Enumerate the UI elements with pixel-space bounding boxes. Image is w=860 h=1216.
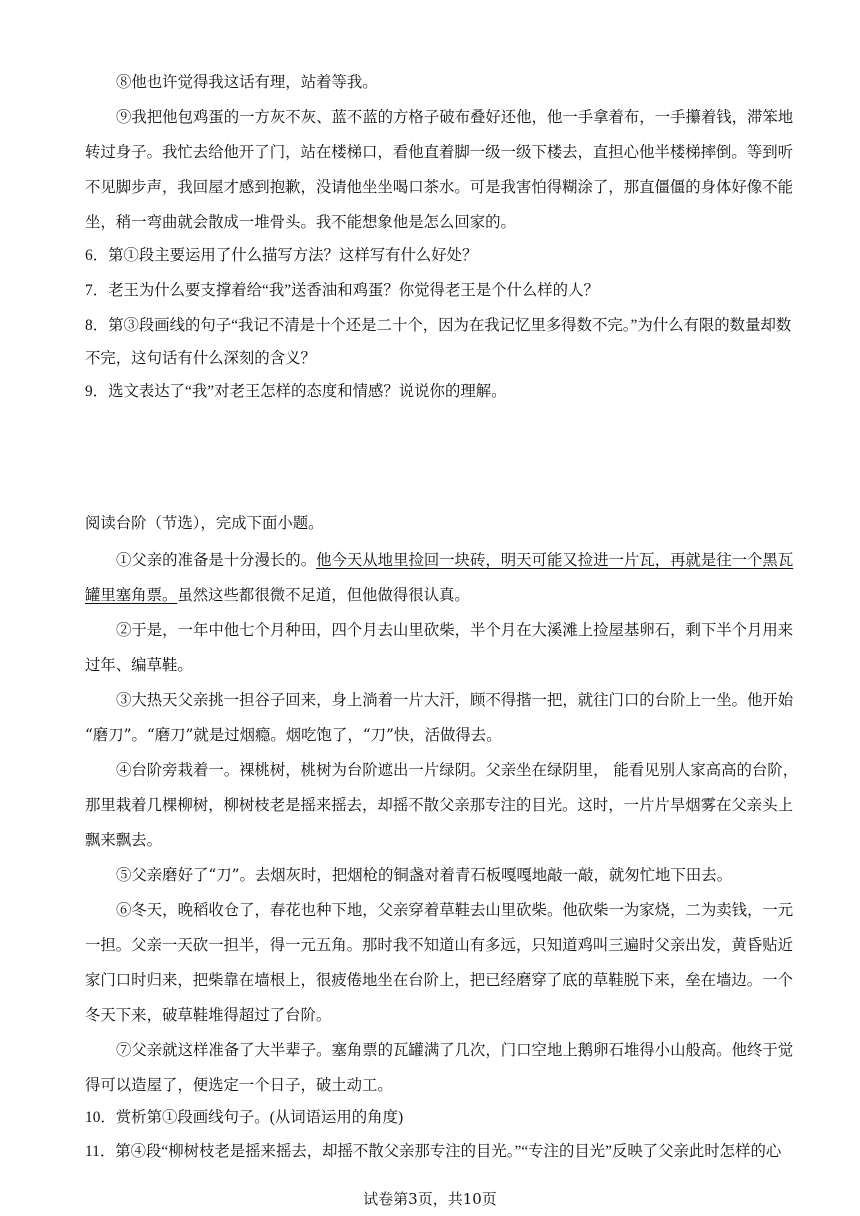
question-9: 9．选文表达了“我”对老王怎样的态度和情感？说说你的理解。: [85, 383, 507, 400]
page-footer: 试卷第3页，共10页: [363, 1190, 497, 1208]
paragraph-9-line-1: ⑨我把他包鸡蛋的一方灰不灰、蓝不蓝的方格子破布叠好还他，他一手拿着布，一手攥着钱，滞笨地: [116, 108, 794, 126]
paragraph-1-line-2: [85, 585, 785, 605]
question-10: 10．赏析第①段画线句子。(从词语运用的角度): [85, 1109, 404, 1126]
paragraph-6-line-2: 一担。父亲一天砍一担半，得一元五角。那时我不知道山有多远，只知道鸡叫三遍时父亲出发，黄昏贴近: [85, 936, 793, 954]
reading-intro: 阅读台阶（节选），完成下面小题。: [85, 515, 324, 532]
paragraph-6-line-3: 家门口时归来，把柴靠在墙根上，很疲倦地坐在台阶上，把已经磨穿了底的草鞋脱下来，垒在墙边。一个: [85, 971, 793, 989]
paragraph-9-line-4: 坐，稍一弯曲就会散成一堆骨头。我不能想象他是怎么回家的。: [85, 213, 516, 231]
paragraph-2-line-1: ②于是，一年中他七个月种田，四个月去山里砍柴，半个月在大溪滩上捡屋基卵石，剩下半个月用来: [116, 621, 794, 639]
paragraph-3-line-2: “磨刀”。“磨刀”就是过烟瘾。烟吃饱了，“刀”快，活做得去。: [85, 726, 502, 744]
paragraph-4-line-2: 那里栽着几棵柳树，柳树枝老是摇来摇去，却摇不散父亲那专注的目光。这时，一片片旱烟雾在父亲头上: [85, 796, 793, 814]
paragraph-1-tail: 虽然这些都很微不足道，但他做得很认真。: [177, 586, 470, 604]
paragraph-7-line-2: 得可以造屋了，便选定一个日子，破土动工。: [85, 1076, 393, 1094]
question-8-line-1: 8．第③段画线的句子“我记不清是十个还是二十个，因为在我记忆里多得数不完。”为什么有限的数量却数: [85, 317, 792, 334]
question-11: 11．第④段“柳树枝老是摇来摇去，却摇不散父亲那专注的目光。”“专注的目光”反映了父亲此时怎样的心: [85, 1143, 782, 1160]
question-8-line-2: 不完，这句话有什么深刻的含义？: [85, 350, 316, 367]
paragraph-1-lead: ①父亲的准备是十分漫长的。: [116, 551, 317, 569]
paragraph-4-line-1: ④台阶旁栽着一。裸桃树，桃树为台阶遮出一片绿阴。父亲坐在绿阴里， 能看见别人家高高的台阶，: [116, 761, 799, 779]
paragraph-5: ⑤父亲磨好了“刀”。去烟灰时，把烟枪的铜盏对着青石板嘎嘎地敲一敲，就匆忙地下田去。: [116, 866, 732, 884]
underlined-sentence-part-1: 他今天从地里捡回一块砖，明天可能又捡进一片瓦，再就是往一个黑瓦: [316, 551, 794, 569]
question-7: 7．老王为什么要支撑着给“我”送香油和鸡蛋？你觉得老王是个什么样的人？: [85, 282, 599, 299]
paragraph-8: ⑧他也许觉得我这话有理，站着等我。: [116, 73, 378, 91]
paragraph-7-line-1: ⑦父亲就这样准备了大半辈子。塞角票的瓦罐满了几次，门口空地上鹅卵石堆得小山般高。他终于觉: [116, 1041, 794, 1059]
paragraph-9-line-3: 不见脚步声，我回屋才感到抱歉，没请他坐坐喝口茶水。可是我害怕得糊涂了，那直僵僵的身体好像不能: [85, 178, 793, 196]
paragraph-6-line-1: ⑥冬天，晚稻收仓了，春花也种下地，父亲穿着草鞋去山里砍柴。他砍柴一为家烧，二为卖钱，一元: [116, 901, 794, 919]
paragraph-9-line-2: 转过身子。我忙去给他开了门，站在楼梯口，看他直着脚一级一级下楼去，直担心他半楼梯摔倒。等到听: [85, 143, 793, 161]
paragraph-4-line-3: 飘来飘去。: [85, 831, 162, 849]
paragraph-6-line-4: 冬天下来，破草鞋堆得超过了台阶。: [85, 1006, 332, 1024]
paragraph-3-line-1: ③大热天父亲挑一担谷子回来，身上淌着一片大汗，顾不得揩一把，就往门口的台阶上一坐。他开始: [116, 691, 794, 709]
paragraph-2-line-2: 过年、编草鞋。: [85, 656, 193, 674]
paragraph-1-line-1: [116, 550, 816, 570]
question-6: 6．第①段主要运用了什么描写方法？这样写有什么好处？: [85, 247, 478, 264]
underlined-sentence-part-2: 罐里塞角票。: [85, 586, 178, 604]
